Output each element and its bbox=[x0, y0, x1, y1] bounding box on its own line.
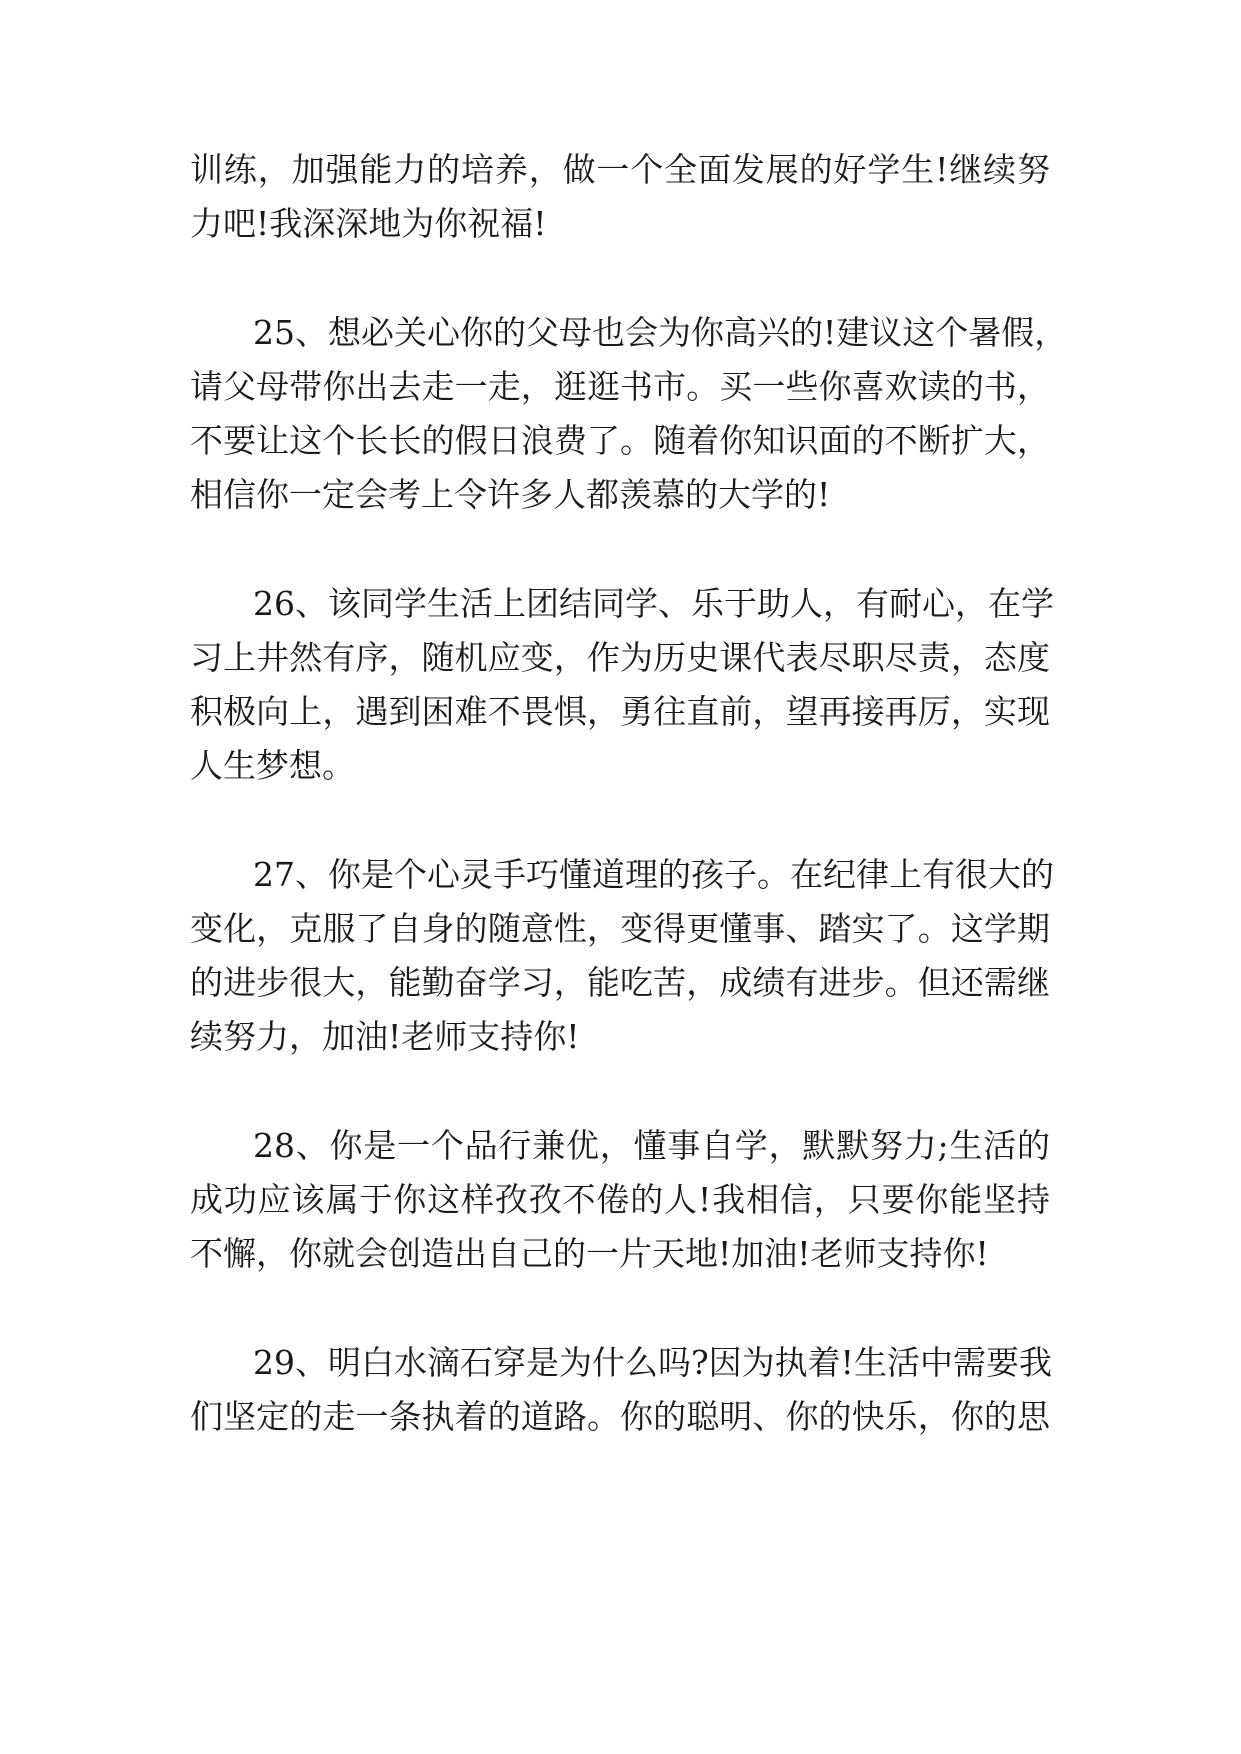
paragraph-line: 力吧!我深深地为你祝福! bbox=[190, 204, 547, 243]
paragraph-line: 成功应该属于你这样孜孜不倦的人!我相信，只要你能坚持 bbox=[190, 1180, 1050, 1219]
paragraph-line: 请父母带你出去走一走，逛逛书市。买一些你喜欢读的书， bbox=[190, 367, 1050, 406]
paragraph-line: 习上井然有序，随机应变，作为历史课代表尽职尽责，态度 bbox=[190, 638, 1050, 677]
paragraph-line: 27、你是个心灵手巧懂道理的孩子。在纪律上有很大的 bbox=[253, 855, 1054, 894]
paragraph-line: 续努力，加油!老师支持你! bbox=[190, 1017, 580, 1056]
paragraph-line: 人生梦想。 bbox=[190, 746, 355, 785]
paragraph-line: 28、你是一个品行兼优，懂事自学，默默努力;生活的 bbox=[253, 1126, 1050, 1165]
paragraph-line: 相信你一定会考上令许多人都羡慕的大学的! bbox=[190, 475, 831, 514]
paragraph-line: 不要让这个长长的假日浪费了。随着你知识面的不断扩大， bbox=[190, 421, 1050, 460]
paragraph-line: 不懈，你就会创造出自己的一片天地!加油!老师支持你! bbox=[190, 1234, 989, 1273]
paragraph-line: 25、想必关心你的父母也会为你高兴的!建议这个暑假， bbox=[253, 313, 1068, 352]
paragraph-line: 29、明白水滴石穿是为什么吗?因为执着!生活中需要我 bbox=[253, 1343, 1052, 1382]
paragraph-line: 积极向上，遇到困难不畏惧，勇往直前，望再接再厉，实现 bbox=[190, 692, 1050, 731]
paragraph-line: 26、该同学生活上团结同学、乐于助人，有耐心，在学 bbox=[253, 584, 1054, 623]
paragraph-line: 们坚定的走一条执着的道路。你的聪明、你的快乐，你的思 bbox=[190, 1397, 1050, 1436]
paragraph-line: 变化，克服了自身的随意性，变得更懂事、踏实了。这学期 bbox=[190, 909, 1050, 948]
paragraph-line: 训练，加强能力的培养，做一个全面发展的好学生!继续努 bbox=[190, 150, 1050, 189]
paragraph-line: 的进步很大，能勤奋学习，能吃苦，成绩有进步。但还需继 bbox=[190, 963, 1050, 1002]
